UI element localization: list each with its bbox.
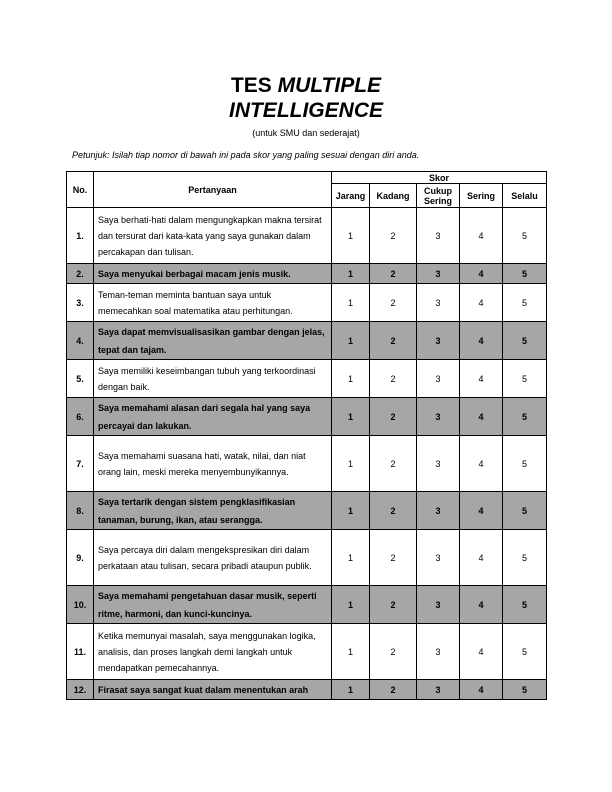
question-text: Teman-teman meminta bantuan saya untuk memecahkan soal matematika atau perhitungan. xyxy=(94,284,332,322)
score-option[interactable]: 1 xyxy=(332,208,370,264)
score-option[interactable]: 4 xyxy=(460,398,503,436)
score-option[interactable]: 4 xyxy=(460,322,503,360)
score-option[interactable]: 5 xyxy=(503,284,547,322)
row-number: 2. xyxy=(67,264,94,284)
question-text: Saya memahami pengetahuan dasar musik, seperti ritme, harmoni, dan kunci-kuncinya. xyxy=(94,586,332,624)
question-text: Saya dapat memvisualisasikan gambar dengan jelas, tepat dan tajam. xyxy=(94,322,332,360)
row-number: 3. xyxy=(67,284,94,322)
score-option[interactable]: 1 xyxy=(332,398,370,436)
question-text: Ketika memunyai masalah, saya menggunakan logika, analisis, dan proses langkah demi langkah untuk mendapatkan pemecahannya. xyxy=(94,624,332,680)
table-row xyxy=(67,360,547,398)
score-option[interactable]: 4 xyxy=(460,586,503,624)
table-row xyxy=(67,398,547,436)
score-option[interactable]: 3 xyxy=(417,360,460,398)
score-option[interactable]: 2 xyxy=(370,624,417,680)
header-score-label: Kadang xyxy=(370,184,417,208)
score-option[interactable]: 3 xyxy=(417,208,460,264)
title-italic-1: MULTIPLE xyxy=(277,74,382,97)
score-option[interactable]: 4 xyxy=(460,360,503,398)
score-option[interactable]: 2 xyxy=(370,398,417,436)
score-option[interactable]: 1 xyxy=(332,624,370,680)
score-option[interactable]: 3 xyxy=(417,492,460,530)
header-score-label: Sering xyxy=(460,184,503,208)
score-option[interactable]: 3 xyxy=(417,322,460,360)
score-option[interactable]: 2 xyxy=(370,586,417,624)
score-option[interactable]: 3 xyxy=(417,264,460,284)
header-score: Skor xyxy=(332,172,547,184)
question-text: Saya berhati-hati dalam mengungkapkan makna tersirat dan tersurat dari kata-kata yang saya gunakan dalam percakapan dan tulisan. xyxy=(94,208,332,264)
header-no: No. xyxy=(67,172,94,208)
score-option[interactable]: 1 xyxy=(332,360,370,398)
header-score-label: Cukup Sering xyxy=(417,184,460,208)
score-option[interactable]: 1 xyxy=(332,284,370,322)
score-option[interactable]: 1 xyxy=(332,680,370,700)
score-option[interactable]: 3 xyxy=(417,284,460,322)
score-option[interactable]: 5 xyxy=(503,322,547,360)
header-question: Pertanyaan xyxy=(94,172,332,208)
instruction: Petunjuk: Isilah tiap nomor di bawah ini pada skor yang paling sesuai dengan diri anda. xyxy=(72,150,420,160)
score-option[interactable]: 2 xyxy=(370,284,417,322)
score-option[interactable]: 5 xyxy=(503,436,547,492)
score-option[interactable]: 4 xyxy=(460,284,503,322)
score-option[interactable]: 5 xyxy=(503,264,547,284)
score-option[interactable]: 5 xyxy=(503,624,547,680)
row-number: 1. xyxy=(67,208,94,264)
score-option[interactable]: 3 xyxy=(417,530,460,586)
score-option[interactable]: 5 xyxy=(503,586,547,624)
table-row xyxy=(67,208,547,264)
score-option[interactable]: 2 xyxy=(370,322,417,360)
score-option[interactable]: 3 xyxy=(417,624,460,680)
score-option[interactable]: 4 xyxy=(460,530,503,586)
row-number: 7. xyxy=(67,436,94,492)
row-number: 5. xyxy=(67,360,94,398)
score-option[interactable]: 2 xyxy=(370,530,417,586)
row-number: 11. xyxy=(67,624,94,680)
header-score-label: Selalu xyxy=(503,184,547,208)
score-option[interactable]: 2 xyxy=(370,264,417,284)
score-option[interactable]: 1 xyxy=(332,530,370,586)
table-row xyxy=(67,284,547,322)
score-option[interactable]: 4 xyxy=(460,492,503,530)
row-number: 6. xyxy=(67,398,94,436)
table-row xyxy=(67,624,547,680)
score-option[interactable]: 3 xyxy=(417,586,460,624)
question-text: Saya tertarik dengan sistem pengklasifikasian tanaman, burung, ikan, atau serangga. xyxy=(94,492,332,530)
questionnaire-table xyxy=(66,171,547,700)
score-option[interactable]: 1 xyxy=(332,436,370,492)
table-row xyxy=(67,680,547,700)
score-option[interactable]: 4 xyxy=(460,624,503,680)
score-option[interactable]: 2 xyxy=(370,492,417,530)
title-italic-2: INTELLIGENCE xyxy=(228,99,383,122)
score-option[interactable]: 3 xyxy=(417,680,460,700)
row-number: 9. xyxy=(67,530,94,586)
question-text: Saya memiliki keseimbangan tubuh yang terkoordinasi dengan baik. xyxy=(94,360,332,398)
score-option[interactable]: 2 xyxy=(370,680,417,700)
score-option[interactable]: 5 xyxy=(503,398,547,436)
question-text: Firasat saya sangat kuat dalam menentukan arah xyxy=(94,680,332,700)
score-option[interactable]: 2 xyxy=(370,360,417,398)
score-option[interactable]: 2 xyxy=(370,208,417,264)
table-row xyxy=(67,264,547,284)
score-option[interactable]: 4 xyxy=(460,208,503,264)
question-text: Saya percaya diri dalam mengekspresikan diri dalam perkataan atau tulisan, secara pribadi ataupun publik. xyxy=(94,530,332,586)
table-row xyxy=(67,530,547,586)
score-option[interactable]: 1 xyxy=(332,586,370,624)
row-number: 12. xyxy=(67,680,94,700)
score-option[interactable]: 4 xyxy=(460,264,503,284)
title-plain: TES xyxy=(230,74,278,97)
score-option[interactable]: 5 xyxy=(503,680,547,700)
header-score-label: Jarang xyxy=(332,184,370,208)
score-option[interactable]: 3 xyxy=(417,436,460,492)
question-text: Saya memahami alasan dari segala hal yang saya percayai dan lakukan. xyxy=(94,398,332,436)
question-text: Saya memahami suasana hati, watak, nilai, dan niat orang lain, meski mereka menyembunyikannya. xyxy=(94,436,332,492)
page-title xyxy=(0,73,612,123)
row-number: 8. xyxy=(67,492,94,530)
question-text: Saya menyukai berbagai macam jenis musik. xyxy=(94,264,332,284)
row-number: 4. xyxy=(67,322,94,360)
score-option[interactable]: 5 xyxy=(503,530,547,586)
score-option[interactable]: 5 xyxy=(503,208,547,264)
score-option[interactable]: 5 xyxy=(503,360,547,398)
subtitle: (untuk SMU dan sederajat) xyxy=(252,128,360,138)
table-row xyxy=(67,436,547,492)
score-option[interactable]: 3 xyxy=(417,398,460,436)
score-option[interactable]: 1 xyxy=(332,264,370,284)
score-option[interactable]: 4 xyxy=(460,436,503,492)
score-option[interactable]: 1 xyxy=(332,322,370,360)
table-row xyxy=(67,322,547,360)
score-option[interactable]: 1 xyxy=(332,492,370,530)
score-option[interactable]: 5 xyxy=(503,492,547,530)
table-row xyxy=(67,586,547,624)
row-number: 10. xyxy=(67,586,94,624)
score-option[interactable]: 4 xyxy=(460,680,503,700)
score-option[interactable]: 2 xyxy=(370,436,417,492)
table-row xyxy=(67,492,547,530)
